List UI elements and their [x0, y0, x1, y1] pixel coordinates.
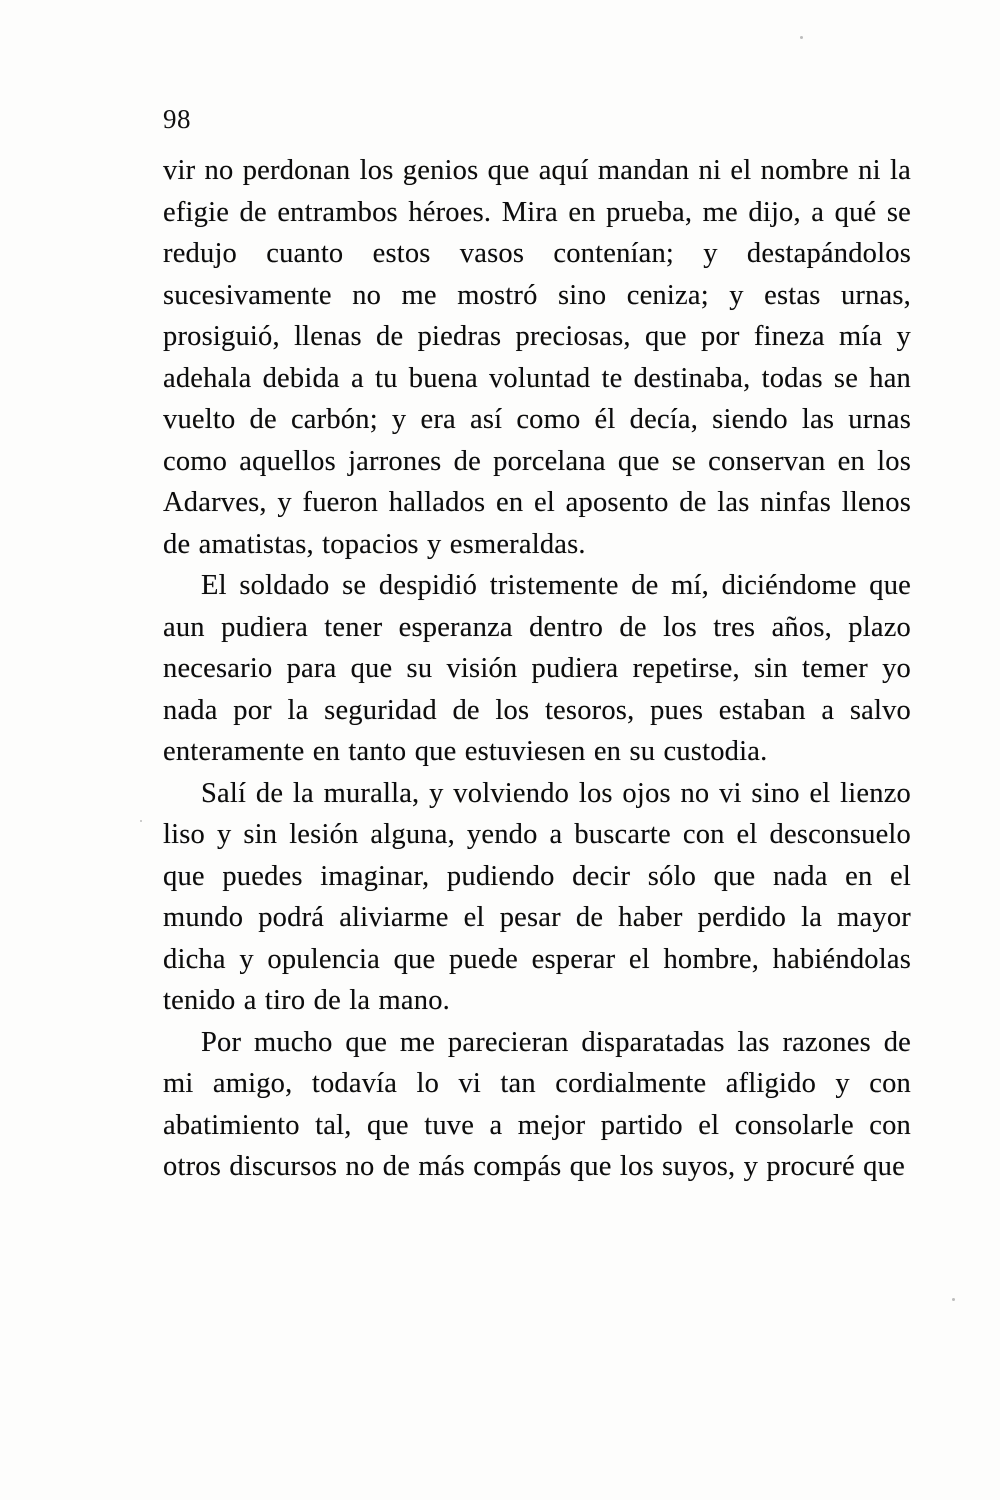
paper-speck — [800, 36, 803, 39]
paragraph-3: Salí de la muralla, y volviendo los ojos no vi sino el lienzo liso y sin lesión alguna, yendo a buscarte con el desconsuelo que puedes imaginar, pudiendo decir sólo que nada en el mundo podrá aliviarme el pesar de haber perdido la mayor dicha y opulencia que puede esperar el hombre, habiéndolas tenido a tiro de la mano. — [163, 777, 911, 1016]
paragraph-4: Por mucho que me parecieran disparatadas las razones de mi amigo, todavía lo vi tan cordialmente afligido y con abatimiento tal, que tuve a mejor partido el consolarle con otros discursos no de más compás que los suyos, y procuré que — [163, 1026, 911, 1182]
paper-speck — [952, 1298, 955, 1301]
paper-speck — [140, 820, 142, 822]
paragraph-1: vir no perdonan los genios que aquí mandan ni el nombre ni la efigie de entrambos héroes. Mira en prueba, me dijo, a qué se redujo cuanto estos vasos contenían; y destapándolos sucesivamente no me mostró sino ceniza; y estas urnas, prosiguió, llenas de piedras preciosas, que por fineza mía y adehala debida a tu buena voluntad te destinaba, todas se han vuelto de carbón; y era así como él decía, siendo las urnas como aquellos jarrones de porcelana que se conservan en los Adarves, y fueron hallados en el aposento de las ninfas llenos de amatistas, topacios y esmeraldas. — [163, 155, 911, 560]
page-number: 98 — [163, 104, 191, 134]
paragraph-2: El soldado se despidió tristemente de mí, diciéndome que aun pudiera tener esperanza dentro de los tres años, plazo necesario para que su visión pudiera repetirse, sin temer yo nada por la seguridad de los tesoros, pues estaban a salvo enteramente en tanto que estuviesen en su custodia. — [163, 570, 911, 767]
body-text-column — [163, 150, 911, 1188]
